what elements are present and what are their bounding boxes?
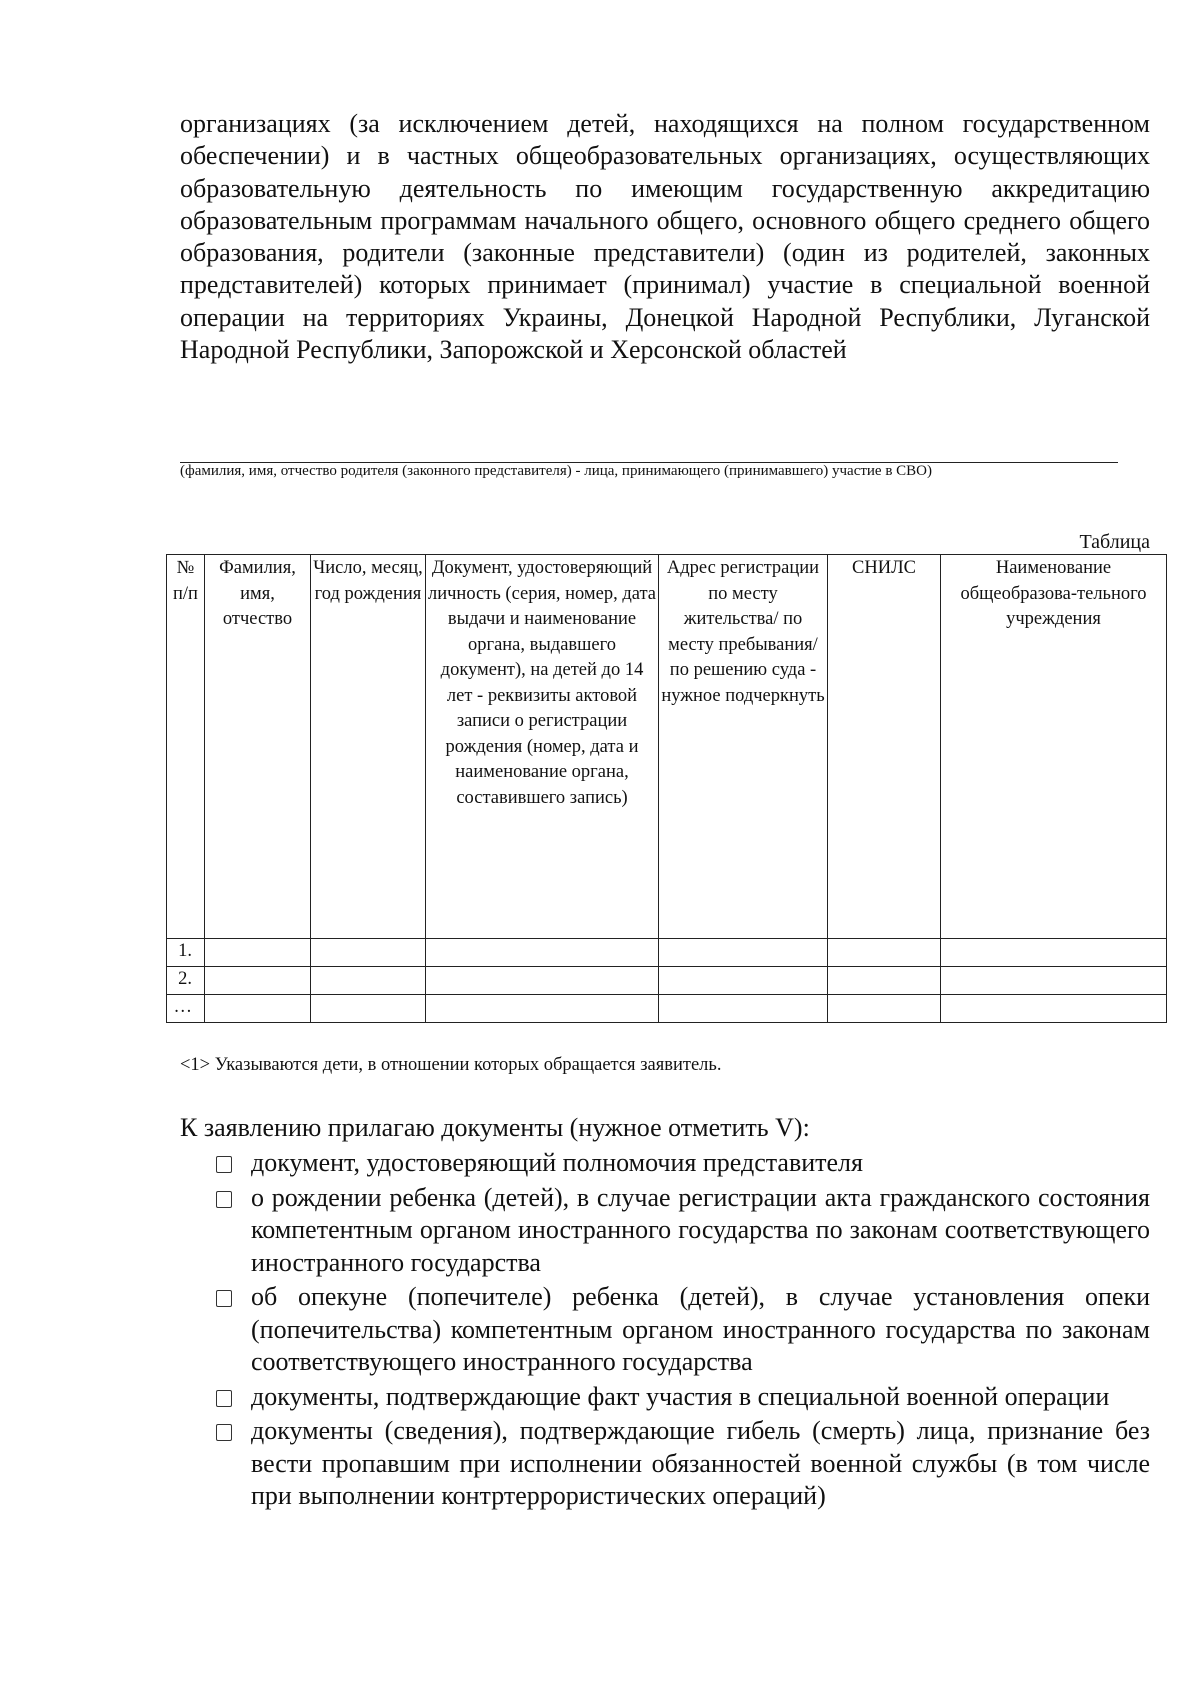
footnote: <1> Указываются дети, в отношении которых обращается заявитель. [180,1055,722,1075]
table-cell[interactable] [941,995,1167,1023]
table-cell[interactable] [659,939,828,967]
table-cell[interactable] [426,967,659,995]
table-header-row [167,555,1167,939]
checkbox-icon[interactable] [216,1424,232,1441]
header-registration-address: Адрес регистрации по месту жительства/ по месту пребывания/ по решению суда - нужное подчеркнуть [659,555,828,939]
signature-caption: (фамилия, имя, отчество родителя (законного представителя) - лица, принимающего (принимавшего) участие в СВО) [180,463,933,479]
header-birth-date: Число, месяц, год рождения [311,555,426,939]
attachment-item-label: документ, удостоверяющий полномочия представителя [251,1148,863,1177]
checkbox-icon[interactable] [216,1156,232,1173]
table-cell[interactable] [828,967,941,995]
table-row [167,995,1167,1023]
intro-paragraph: организациях (за исключением детей, находящихся на полном государственном обеспечении) и в частных общеобразовательных организациях, осуществляющих образовательную деятельность по имеющим государственную аккредитацию образовательным программам начального общего, основного общего среднего общего образования, родители (законные представители) (один из родителей, законных представителей) которых принимает (принимал) участие в специальной военной операции на территориях Украины, Донецкой Народной Республики, Луганской Народной Республики, Запорожской и Херсонской областей [180,109,1150,365]
table-cell[interactable] [311,939,426,967]
table-cell[interactable] [659,995,828,1023]
checkbox-icon[interactable] [216,1390,232,1407]
header-full-name: Фамилия, имя, отчество [205,555,311,939]
table-cell[interactable] [941,939,1167,967]
attachments-heading: К заявлению прилагаю документы (нужное отметить V): [180,1113,810,1142]
attachment-item [0,1182,1200,1280]
table-cell[interactable] [205,967,311,995]
header-snils: СНИЛС [828,555,941,939]
checkbox-icon[interactable] [216,1191,232,1208]
attachment-item-label: об опекуне (попечителе) ребенка (детей), в случае установления опеки (попечительства) компетентным органом иностранного государства по законам соответствующего иностранного государства [251,1282,1150,1376]
attachment-item-label: о рождении ребенка (детей), в случае регистрации акта гражданского состояния компетентным органом иностранного государства по законам соответствующего иностранного государства [251,1182,1150,1277]
table-cell[interactable] [426,939,659,967]
attachment-item [0,1147,1200,1180]
table-cell[interactable] [828,995,941,1023]
table-label: Таблица [1079,531,1150,553]
table-cell[interactable] [205,995,311,1023]
attachment-item [0,1381,1200,1414]
table-cell[interactable] [311,995,426,1023]
table-cell[interactable] [426,995,659,1023]
header-number: № п/п [167,555,205,939]
table-cell[interactable] [828,939,941,967]
attachment-item [0,1415,1200,1513]
attachments-list [0,1147,1200,1515]
table-cell[interactable] [659,967,828,995]
attachment-item-label: документы (сведения), подтверждающие гибель (смерть) лица, признание без вести пропавшим при исполнении обязанностей военной службы (в том числе при выполнении контртеррористических операций) [251,1416,1150,1510]
header-school-name: Наименование общеобразова-тельного учреждения [941,555,1167,939]
row-number: 1. [167,939,205,967]
table-cell[interactable] [205,939,311,967]
header-identity-document: Документ, удостоверяющий личность (серия, номер, дата выдачи и наименование органа, выдавшего документ), на детей до 14 лет - реквизиты актовой записи о регистрации рождения (номер, дата и наименование органа, составившего запись) [426,555,659,939]
row-number: 2. [167,967,205,995]
table-cell[interactable] [941,967,1167,995]
table-row [167,939,1167,967]
children-table [166,554,1167,1023]
row-number: … [167,995,205,1023]
attachment-item-label: документы, подтверждающие факт участия в специальной военной операции [251,1381,1110,1411]
checkbox-icon[interactable] [216,1290,232,1307]
attachment-item [0,1281,1200,1379]
table-cell[interactable] [311,967,426,995]
table-row [167,967,1167,995]
